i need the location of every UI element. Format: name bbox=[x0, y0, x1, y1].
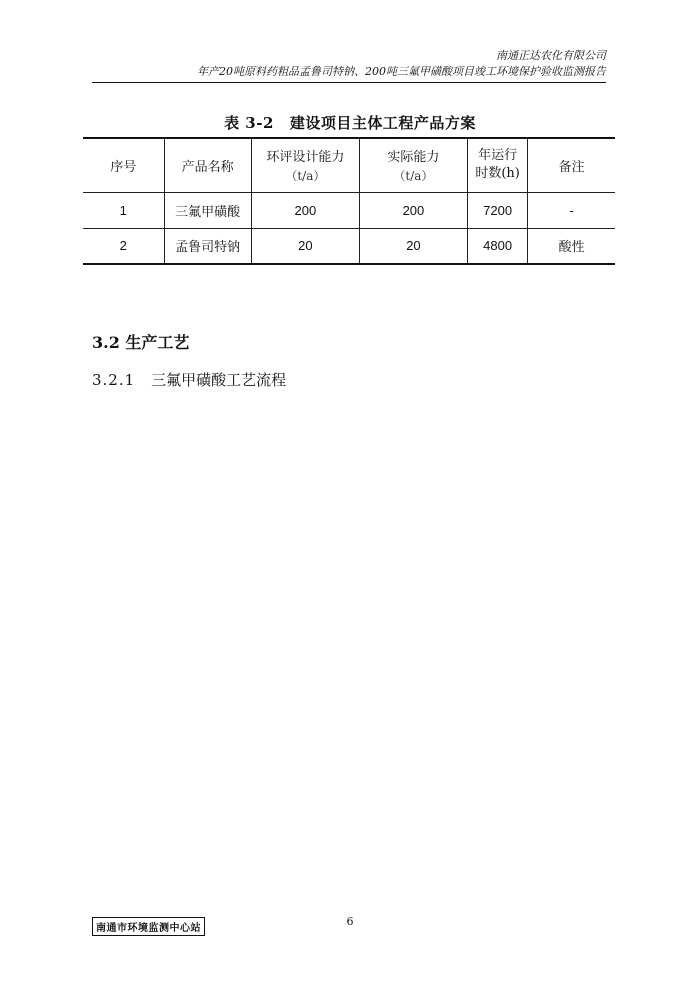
subsection-number: 3.2.1 bbox=[92, 371, 136, 389]
table-cell: 200 bbox=[251, 192, 359, 228]
table-cell: 4800 bbox=[467, 228, 527, 264]
header-report-title: 年产20吨原料药粗品孟鲁司特钠、200吨三氟甲磺酸项目竣工环境保护验收监测报告 bbox=[197, 65, 606, 78]
table-number: 表 3-2 bbox=[224, 114, 274, 132]
table-cell: - bbox=[528, 192, 615, 228]
table-cell: 200 bbox=[359, 192, 467, 228]
table-title: 建设项目主体工程产品方案 bbox=[289, 114, 476, 132]
column-header: 备注 bbox=[528, 138, 615, 192]
table-cell: 20 bbox=[359, 228, 467, 264]
subsection-heading bbox=[92, 369, 286, 390]
column-header: 实际能力 （t/a） bbox=[359, 138, 467, 192]
column-header: 环评设计能力 （t/a） bbox=[251, 138, 359, 192]
header-company: 南通正达农化有限公司 bbox=[496, 49, 606, 62]
section-title: 3.2 生产工艺 bbox=[92, 333, 190, 352]
page-header bbox=[92, 49, 606, 79]
table-cell: 孟鲁司特钠 bbox=[164, 228, 251, 264]
table-cell: 20 bbox=[251, 228, 359, 264]
column-header: 年运行时数(h) bbox=[467, 138, 527, 192]
table-cell: 酸性 bbox=[528, 228, 615, 264]
column-header: 产品名称 bbox=[164, 138, 251, 192]
table-cell: 7200 bbox=[467, 192, 527, 228]
table-caption bbox=[0, 112, 700, 133]
table-cell: 1 bbox=[83, 192, 164, 228]
column-header: 序号 bbox=[83, 138, 164, 192]
header-divider bbox=[92, 82, 606, 83]
footer-stamp: 南通市环境监测中心站 bbox=[92, 917, 205, 936]
column-unit: （t/a） bbox=[285, 169, 326, 184]
table-row bbox=[83, 192, 615, 228]
table-cell: 2 bbox=[83, 228, 164, 264]
table-header-row bbox=[83, 138, 615, 192]
subsection-title: 三氟甲磺酸工艺流程 bbox=[151, 371, 287, 389]
table-cell: 三氟甲磺酸 bbox=[164, 192, 251, 228]
page-number: 6 bbox=[346, 915, 354, 928]
product-table bbox=[83, 137, 615, 265]
column-unit: （t/a） bbox=[393, 169, 434, 184]
table-row bbox=[83, 228, 615, 264]
